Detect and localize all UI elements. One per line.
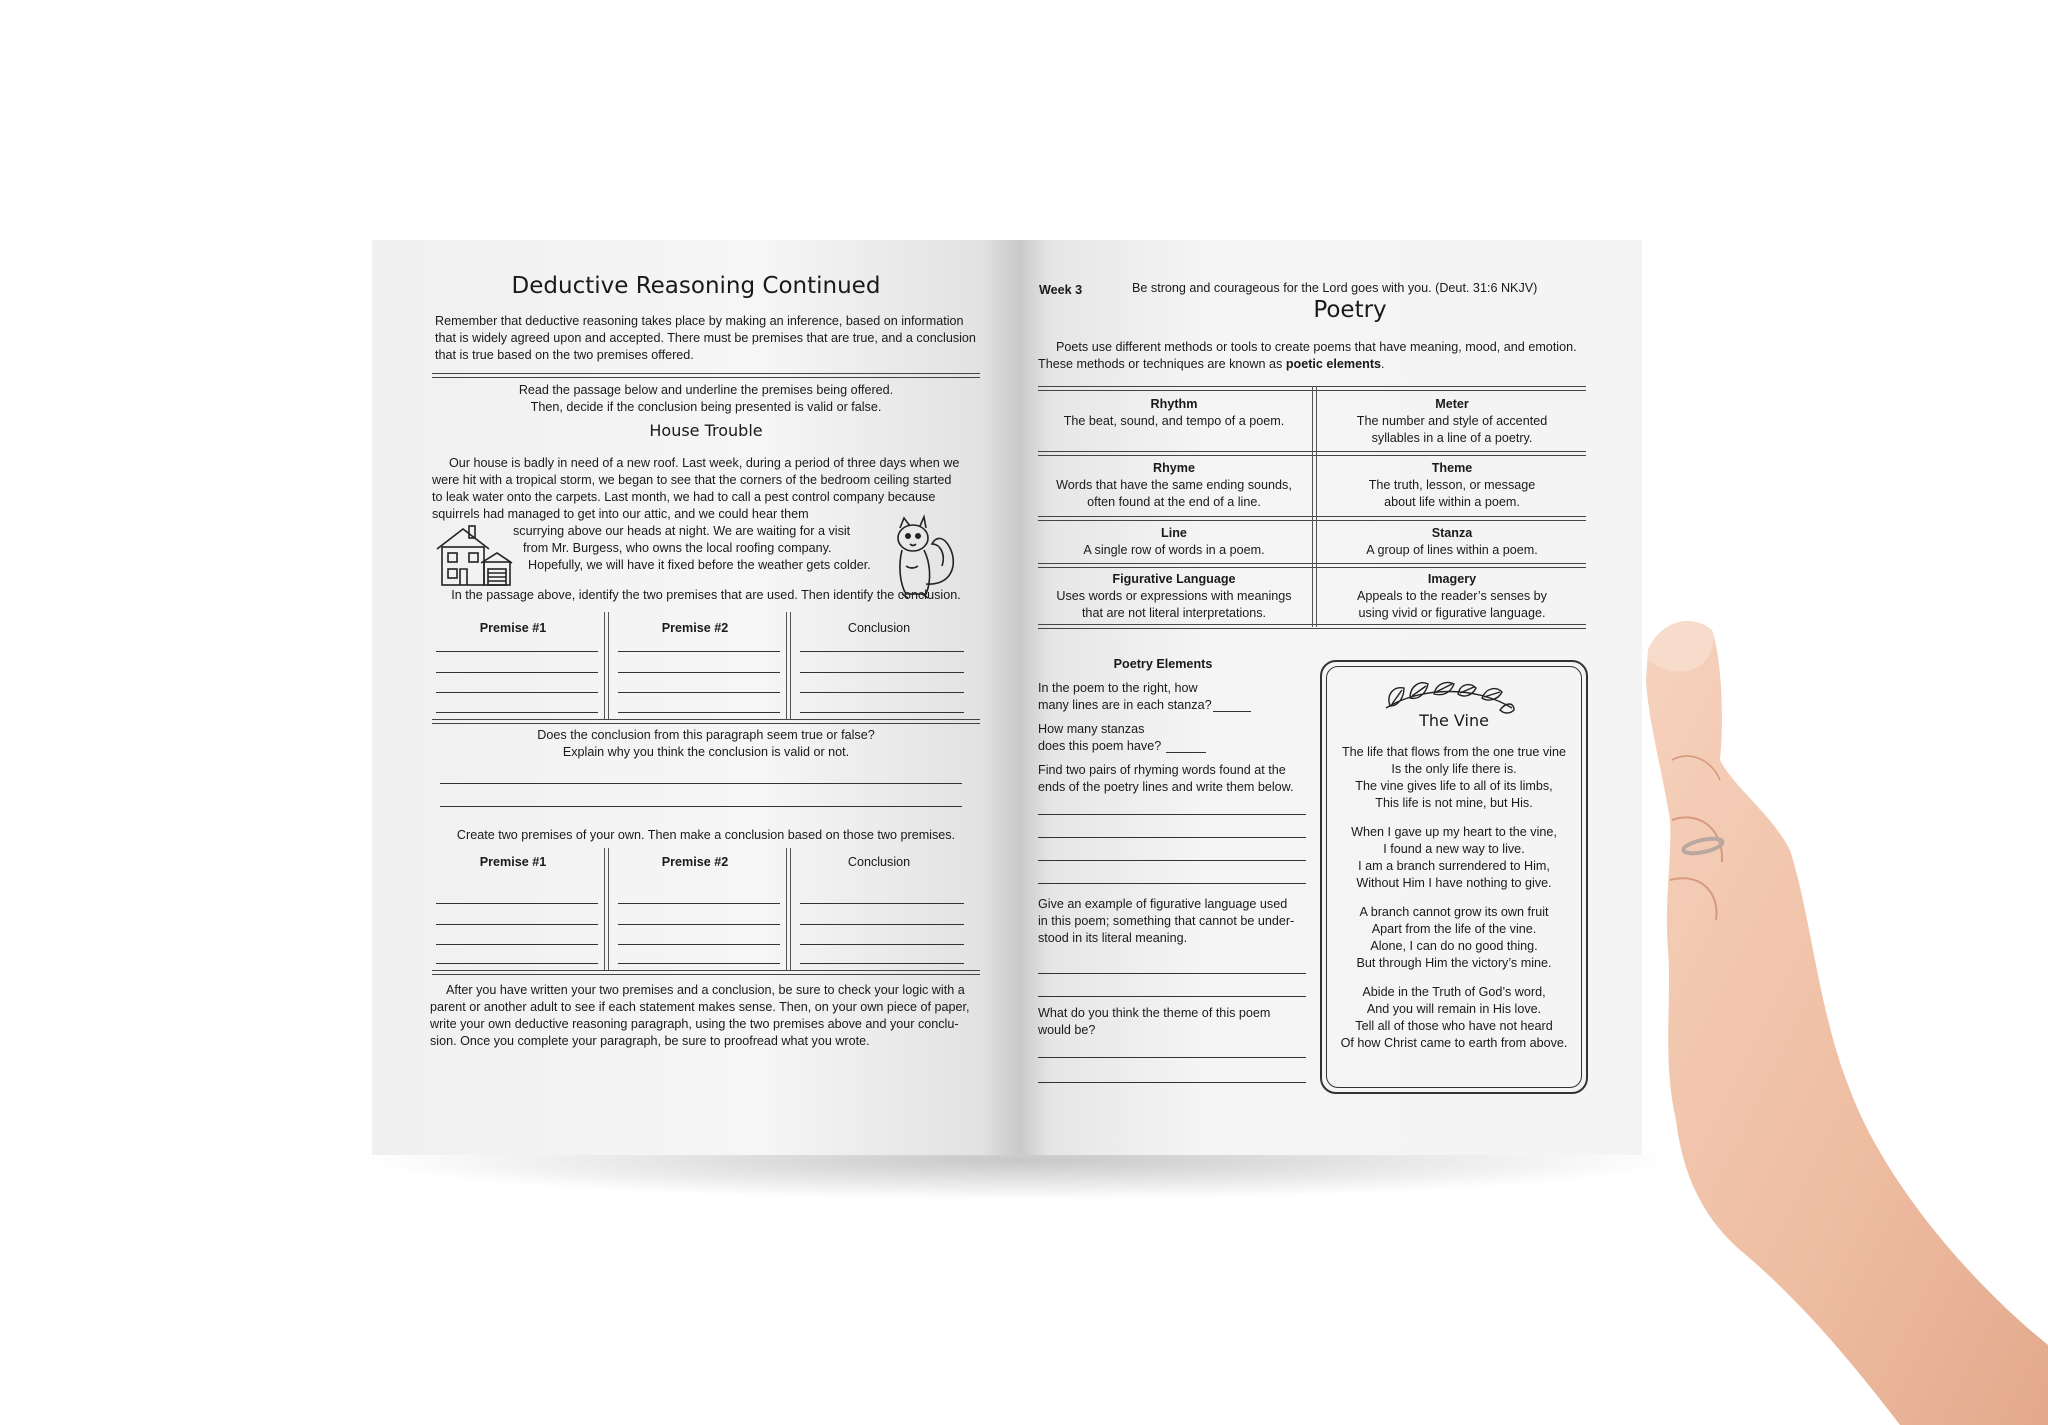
intro-line-2: These methods or techniques are known as poetic elements.: [1038, 357, 1385, 371]
question-1-line-2: many lines are in each stanza?: [1038, 698, 1212, 712]
question-line-2: Explain why you think the conclusion is valid or not.: [562, 745, 850, 759]
story-title: House Trouble: [649, 421, 763, 440]
premise-1-header: Premise #1: [479, 621, 547, 635]
closing-line-4: sion. Once you complete your paragraph, be sure to proofread what you wrote.: [430, 1034, 870, 1048]
story-line-4: squirrels had managed to get into our attic, and we could hear them: [432, 507, 809, 521]
element-rhythm: Rhythm The beat, sound, and tempo of a poem.: [1063, 397, 1285, 428]
create-prompt: Create two premises of your own. Then make a conclusion based on those two premises.: [456, 828, 956, 842]
element-stanza: Stanza A group of lines within a poem.: [1366, 526, 1538, 557]
questions-title: Poetry Elements: [1113, 657, 1213, 671]
question-2-line-2: does this poem have?: [1038, 739, 1162, 753]
poem-title: The Vine: [1419, 711, 1489, 730]
identify-prompt: In the passage above, identify the two premises that are used. Then identify the conclusion.: [451, 588, 961, 602]
story-line-3: to leak water onto the carpets. Last month, we had to call a pest control company because: [432, 490, 936, 504]
premise-2-header: Premise #2: [661, 621, 729, 635]
intro-line-1: Remember that deductive reasoning takes place by making an inference, based on information: [435, 314, 964, 328]
question-4-line-2: in this poem; something that cannot be under-: [1038, 914, 1295, 928]
element-figurative-language: Figurative Language Uses words or expressions with meanings that are not literal interpretations.: [1056, 572, 1292, 620]
question-line-1: Does the conclusion from this paragraph seem true or false?: [537, 728, 875, 742]
instructions-line-1: Read the passage below and underline the premises being offered.: [518, 383, 894, 397]
intro-line-1: Poets use different methods or tools to create poems that have meaning, mood, and emotion.: [1056, 340, 1577, 354]
question-5-line-1: What do you think the theme of this poem: [1038, 1006, 1271, 1020]
stanza-3: A branch cannot grow its own fruit Apart from the life of the vine. Alone, I can do no good thing. But through Him the victory’s mine.: [1356, 905, 1552, 970]
closing-line-1: After you have written your two premises and a conclusion, be sure to check your logic with a: [446, 983, 965, 997]
question-4-line-1: Give an example of figurative language used: [1038, 897, 1288, 911]
question-5-line-2: would be?: [1038, 1023, 1096, 1037]
story-line-2: were hit with a tropical storm, we began to see that the corners of the bedroom ceiling started: [432, 473, 952, 487]
instructions-line-2: Then, decide if the conclusion being presented is valid or false.: [530, 400, 882, 414]
premise-1-header: Premise #1: [479, 855, 547, 869]
stanza-4: Abide in the Truth of God’s word, And you will remain in His love. Tell all of those who have not heard Of how Christ came to earth from above.: [1340, 985, 1568, 1050]
conclusion-header: Conclusion: [847, 621, 911, 635]
intro-line-3: that is true based on the two premises offered.: [435, 348, 694, 362]
story-line-6: from Mr. Burgess, who owns the local roofing company.: [523, 541, 832, 555]
closing-line-2: parent or another adult to see if each statement makes sense. Then, on your own piece of paper,: [430, 1000, 970, 1014]
bible-verse: Be strong and courageous for the Lord goes with you. (Deut. 31:6 NKJV): [1132, 281, 1538, 295]
element-theme: Theme The truth, lesson, or message about life within a poem.: [1368, 461, 1536, 509]
week-label: Week 3: [1039, 283, 1083, 297]
element-line: Line A single row of words in a poem.: [1083, 526, 1265, 557]
stanza-1: The life that flows from the one true vine Is the only life there is. The vine gives life to all of its limbs, This life is not mine, but His.: [1341, 745, 1566, 810]
question-1-line-1: In the poem to the right, how: [1038, 681, 1198, 695]
page-title: Deductive Reasoning Continued: [511, 273, 881, 299]
question-2-line-1: How many stanzas: [1038, 722, 1145, 736]
closing-line-3: write your own deductive reasoning paragraph, using the two premises above and your conclu-: [430, 1017, 959, 1031]
intro-line-2: that is widely agreed upon and accepted. There must be premises that are true, and a conclusion: [435, 331, 976, 345]
story-line-1: Our house is badly in need of a new roof. Last week, during a period of three days when we: [449, 456, 960, 470]
element-meter: Meter The number and style of accented syllables in a line of a poetry.: [1356, 397, 1548, 445]
story-line-5: scurrying above our heads at night. We are waiting for a visit: [513, 524, 851, 538]
page-title: Poetry: [1313, 297, 1387, 323]
stanza-2: When I gave up my heart to the vine, I found a new way to live. I am a branch surrendered to Him, Without Him I have nothing to give.: [1351, 825, 1557, 890]
element-rhyme: Rhyme Words that have the same ending sounds, often found at the end of a line.: [1056, 461, 1292, 509]
conclusion-header: Conclusion: [847, 855, 911, 869]
question-4-line-3: stood in its literal meaning.: [1038, 931, 1188, 945]
story-line-7: Hopefully, we will have it fixed before the weather gets colder.: [528, 558, 871, 572]
question-3-line-2: ends of the poetry lines and write them below.: [1038, 780, 1294, 794]
premise-2-header: Premise #2: [661, 855, 729, 869]
element-imagery: Imagery Appeals to the reader’s senses by using vivid or figurative language.: [1357, 572, 1547, 620]
question-3-line-1: Find two pairs of rhyming words found at the: [1038, 763, 1286, 777]
